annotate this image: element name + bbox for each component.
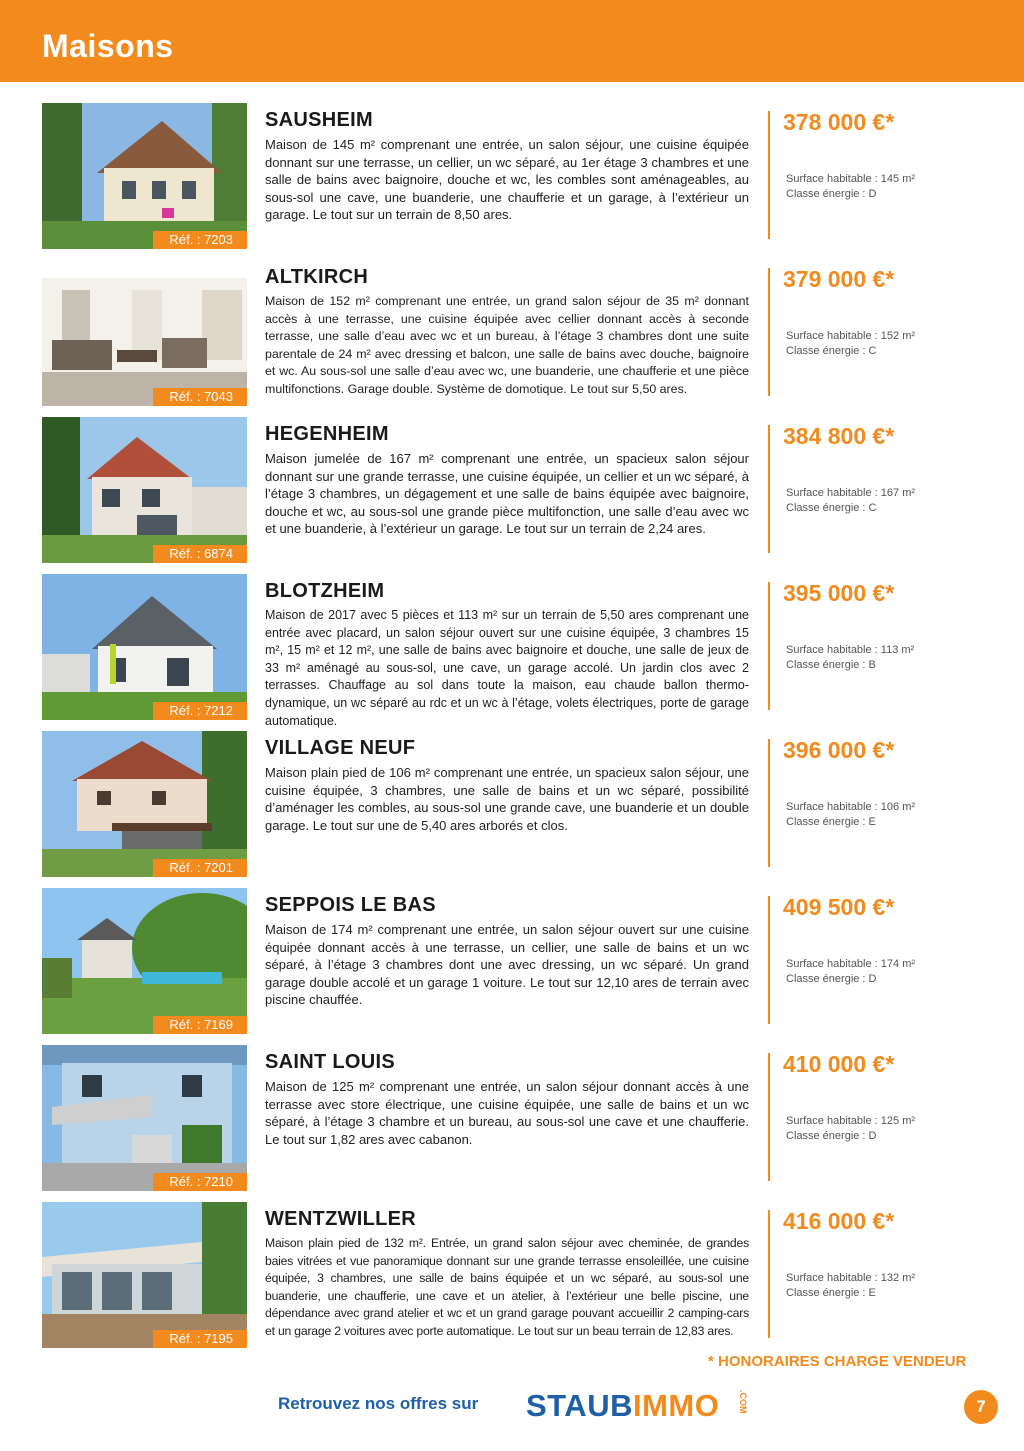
reference-tag: Réf. : 6874: [153, 545, 247, 563]
listing-title: WENTZWILLER: [265, 1208, 417, 1230]
house-photo-image: [42, 574, 247, 720]
listing-hegenheim[interactable]: [0, 417, 1024, 565]
energy-class: Classe énergie : D: [786, 188, 877, 200]
listing-description: Maison plain pied de 132 m². Entrée, un grand salon séjour avec cheminée, de grandes baies vitrées et vue panoramique donnant sur une grande terrasse ensoleillée, une cuisine équipée, 3 chambres, une salle de bains équipée et un wc séparé, au sous-sol une buanderie, une chaufferie, une cave et un atelier, à l’extérieur une belle piscine, une dépendance avec grand atelier et wc et un grand garage pouvant accueillir 2 camping-cars et un garage 2 voitures avec porte automatique. Le tout sur un beau terrain de 12,83 ares.: [265, 1236, 749, 1338]
house-photo-image: [42, 417, 247, 563]
listing-photo[interactable]: [42, 1202, 247, 1348]
listing-blotzheim[interactable]: [0, 574, 1024, 728]
listing-title: BLOTZHEIM: [265, 580, 385, 602]
listing-description: Maison de 152 m² comprenant une entrée, un grand salon séjour de 35 m² donnant accès à une terrasse, une cuisine équipée avec cellier donnant accès à seconde terrasse, une salle d’eau avec wc et un bureau, à l’étage 3 chambres dont une suite parentale de 24 m² avec dressing et balcon, une salle de bains avec douche, baignoire et wc. Au sous-sol une salle d’eau avec wc, une buanderie, une chaufferie et une pièce multifonctions. Garage double. Système de domotique. Le tout sur 5,50 ares.: [265, 294, 749, 396]
divider: [768, 111, 770, 239]
listing-price: 379 000 €*: [783, 266, 895, 292]
listing-price: 378 000 €*: [783, 109, 895, 135]
reference-tag: Réf. : 7195: [153, 1330, 247, 1348]
listing-title: VILLAGE NEUF: [265, 737, 416, 759]
reference-tag: Réf. : 7169: [153, 1016, 247, 1034]
listing-photo[interactable]: [42, 574, 247, 720]
listing-price: 395 000 €*: [783, 580, 895, 606]
listing-price: 396 000 €*: [783, 737, 895, 763]
logo-suffix: .COM: [738, 1390, 748, 1414]
listing-saint-louis[interactable]: [0, 1045, 1024, 1193]
living-room-photo-image: [42, 260, 247, 406]
page-header: [0, 0, 1024, 82]
listing-photo[interactable]: [42, 417, 247, 563]
surface-area: Surface habitable : 125 m²: [786, 1115, 916, 1127]
surface-area: Surface habitable : 132 m²: [786, 1272, 916, 1284]
listing-seppois-le-bas[interactable]: [0, 888, 1024, 1036]
listing-description: Maison de 2017 avec 5 pièces et 113 m² sur un terrain de 5,50 ares comprenant une entrée avec placard, un salon séjour ouvert sur une cuisine équipée, 3 chambres 15 m², 15 m² et 12 m², une salle de bains avec baignoire et douche, une salle de jeux de 33 m² aménagé au sous-sol, une cave, un garage accolé. Un jardin clos avec 2 terrasses. Chauffage au sol dans toute la maison, eau chaude ballon thermo-dynamique, un wc séparé au rdc et un wc à l’étage, volets électriques, porte de garage automatique.: [265, 608, 749, 728]
divider: [768, 1210, 770, 1338]
energy-class: Classe énergie : E: [786, 816, 876, 828]
listing-photo[interactable]: [42, 731, 247, 877]
energy-class: Classe énergie : E: [786, 1287, 876, 1299]
surface-area: Surface habitable : 145 m²: [786, 173, 916, 185]
surface-area: Surface habitable : 113 m²: [786, 644, 915, 656]
reference-tag: Réf. : 7203: [153, 231, 247, 249]
energy-class: Classe énergie : D: [786, 973, 877, 985]
listing-photo[interactable]: [42, 103, 247, 249]
surface-area: Surface habitable : 167 m²: [786, 487, 916, 499]
reference-tag: Réf. : 7043: [153, 388, 247, 406]
offers-text: Retrouvez nos offres sur: [278, 1394, 479, 1413]
garden-pool-photo-image: [42, 888, 247, 1034]
listing-description: Maison de 174 m² comprenant une entrée, un salon séjour ouvert sur une cuisine équipée donnant accès à une terrasse, un cellier, une salle de bains et un wc séparé, à l’étage 3 chambres dont une avec dressing, un wc séparé. Un grand garage double accolé et un garage 1 voiture. Le tout sur 12,10 ares de terrain avec piscine chauffée.: [265, 922, 749, 1008]
divider: [768, 739, 770, 867]
listing-description: Maison de 145 m² comprenant une entrée, un salon séjour, une cuisine équipée donnant sur une terrasse, un cellier, un wc séparé, au 1er étage 3 chambres et une salle de bains avec baignoire, douche et wc, les combles sont aménageables, au sous-sol une cave, une buanderie, une chaufferie et un garage, à l’extérieur un garage. Le tout sur un terrain de 8,50 ares.: [265, 137, 749, 223]
listing-description: Maison plain pied de 106 m² comprenant une entrée, un spacieux salon séjour, une cuisine équipée, 3 chambres, une salle de bains et un wc séparé, possibilité d’aménager les combles, au sous-sol une grande cave, une buanderie et un double garage. Le tout sur une de 5,40 ares arborés et clos.: [265, 765, 749, 833]
listing-price: 416 000 €*: [783, 1208, 895, 1234]
divider: [768, 268, 770, 396]
listing-title: HEGENHEIM: [265, 423, 389, 445]
listing-description: Maison jumelée de 167 m² comprenant une entrée, un spacieux salon séjour donnant sur une grande terrasse, une cuisine équipée, un cellier et un wc séparé, à l’étage 3 chambres, un dégagement et une salle de bains équipée avec baignoire, douche et wc, au sous-sol une grande pièce multifonction, une salle d’eau avec wc et une buanderie, à l’extérieur un garage. Le tout sur un terrain de 2,24 ares.: [265, 451, 749, 537]
divider: [768, 425, 770, 553]
listing-title: ALTKIRCH: [265, 266, 369, 288]
surface-area: Surface habitable : 152 m²: [786, 330, 916, 342]
listing-price: 409 500 €*: [783, 894, 895, 920]
listing-sausheim[interactable]: [0, 103, 1024, 251]
house-photo-image: [42, 731, 247, 877]
listing-altkirch[interactable]: [0, 260, 1024, 408]
surface-area: Surface habitable : 174 m²: [786, 958, 916, 970]
divider: [768, 582, 770, 710]
energy-class: Classe énergie : D: [786, 1130, 877, 1142]
energy-class: Classe énergie : B: [786, 659, 876, 671]
reference-tag: Réf. : 7212: [153, 702, 247, 720]
page-number-badge: 7: [964, 1390, 998, 1424]
listing-photo[interactable]: [42, 260, 247, 406]
reference-tag: Réf. : 7210: [153, 1173, 247, 1191]
listing-title: SAINT LOUIS: [265, 1051, 395, 1073]
listing-photo[interactable]: [42, 1045, 247, 1191]
energy-class: Classe énergie : C: [786, 345, 877, 357]
page-title: Maisons: [42, 28, 174, 64]
divider: [768, 896, 770, 1024]
fee-note: * HONORAIRES CHARGE VENDEUR: [708, 1353, 967, 1370]
logo-text: STAUBIMMO: [526, 1388, 720, 1423]
staubimmo-logo[interactable]: [526, 1384, 750, 1424]
listing-price: 384 800 €*: [783, 423, 895, 449]
house-photo-image: [42, 1202, 247, 1348]
listing-village-neuf[interactable]: [0, 731, 1024, 879]
divider: [768, 1053, 770, 1181]
listing-title: SEPPOIS LE BAS: [265, 894, 436, 916]
listing-photo[interactable]: [42, 888, 247, 1034]
surface-area: Surface habitable : 106 m²: [786, 801, 916, 813]
listing-price: 410 000 €*: [783, 1051, 895, 1077]
house-photo-image: [42, 1045, 247, 1191]
house-photo-image: [42, 103, 247, 249]
reference-tag: Réf. : 7201: [153, 859, 247, 877]
energy-class: Classe énergie : C: [786, 502, 877, 514]
listing-wentzwiller[interactable]: [0, 1202, 1024, 1350]
listing-description: Maison de 125 m² comprenant une entrée, un salon séjour donnant accès à une terrasse avec store électrique, une cuisine équipée, une salle de bains et un wc séparé, à l’étage 3 chambre et un bureau, au sous-sol une cave et une chaufferie. Le tout sur 1,82 ares avec cabanon.: [265, 1079, 749, 1147]
listing-title: SAUSHEIM: [265, 109, 373, 131]
